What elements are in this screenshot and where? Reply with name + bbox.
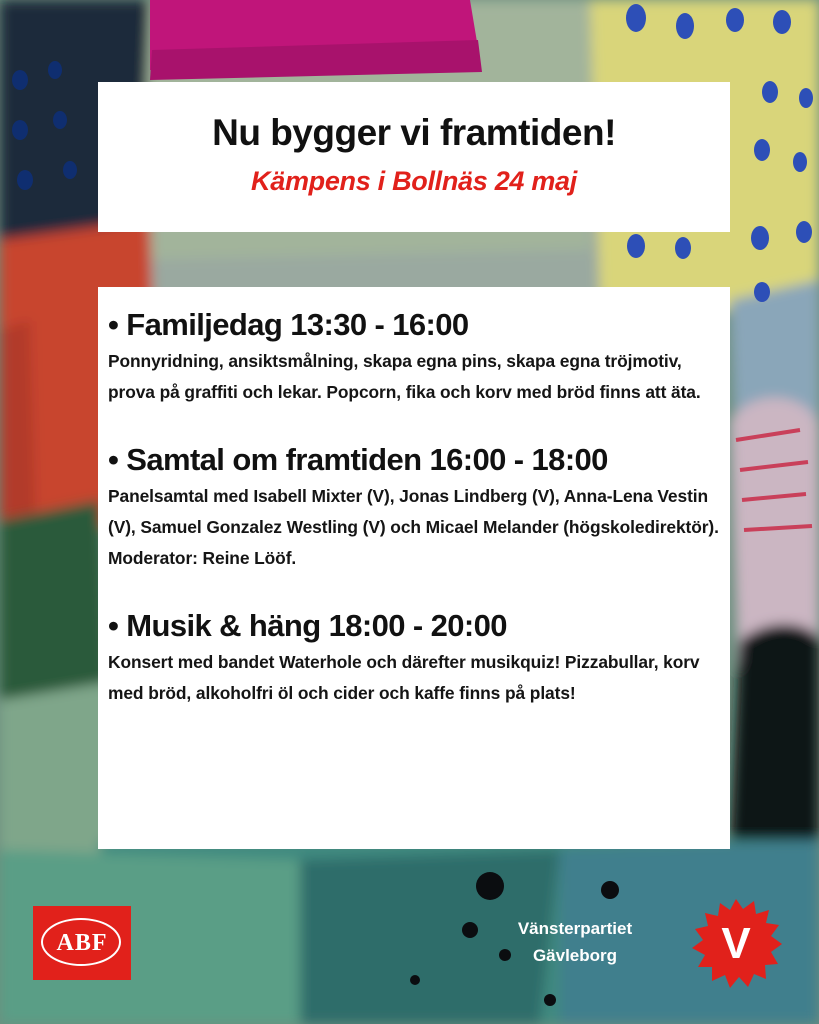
organizer-name [480,915,670,969]
page-title: Nu bygger vi framtiden! [212,112,616,153]
organizer-name-line2: Gävleborg [532,946,618,965]
title-box [98,82,730,232]
v-logo-letter: V [721,919,751,968]
section-description: Ponnyridning, ansiktsmålning, skapa egna pins, skapa egna tröjmotiv, prova på graffiti och lekar. Popcorn, fika och korv med bröd finns att äta. [108,351,701,402]
section-heading: • Familjedag 13:30 - 16:00 [108,307,469,342]
vansterpartiet-logo [688,895,784,991]
section-heading: • Musik & häng 18:00 - 20:00 [108,608,507,643]
program-box [98,287,730,849]
abf-logo-text: ABF [56,930,108,956]
program-section-samtal [108,442,720,574]
abf-logo [33,906,131,980]
program-section-familjedag [108,307,720,408]
section-heading: • Samtal om framtiden 16:00 - 18:00 [108,442,608,477]
organizer-name-line1: Vänsterpartiet [517,919,633,938]
section-description: Panelsamtal med Isabell Mixter (V), Jonas Lindberg (V), Anna-Lena Vestin (V), Samuel Gonzalez Westling (V) och Micael Melander (högskoledirektör). Moderator: Reine Lööf. [108,486,719,568]
section-description: Konsert med bandet Waterhole och därefter musikquiz! Pizzabullar, korv med bröd, alkoholfri öl och cider och kaffe finns på plats! [108,652,700,703]
program-section-musik [108,608,720,709]
event-location-date: Kämpens i Bollnäs 24 maj [251,166,577,196]
